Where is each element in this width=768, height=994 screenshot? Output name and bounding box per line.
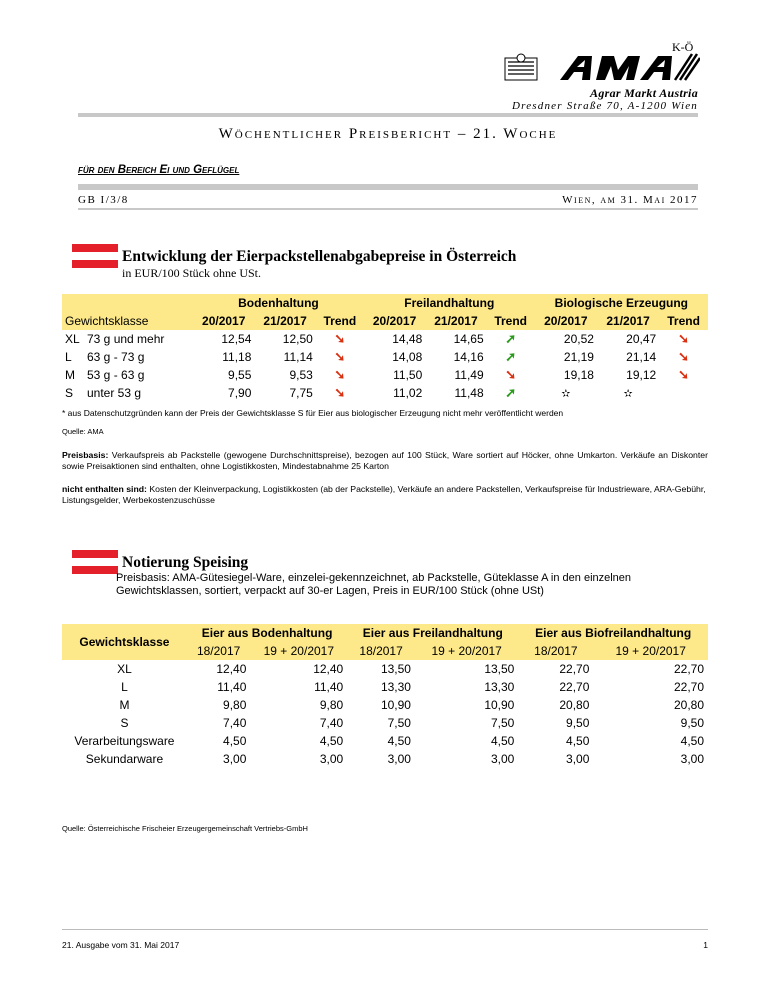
price-cell: 19,18: [563, 368, 594, 382]
price-cell: 3,00: [566, 752, 590, 766]
price-cell: 10,90: [484, 698, 515, 712]
weight-class-cell: Verarbeitungsware: [74, 734, 175, 748]
price-cell: 3,00: [223, 752, 247, 766]
price-cell: 21,19: [563, 350, 594, 364]
column-header: Trend: [494, 314, 527, 328]
weight-class-code: M: [65, 368, 75, 382]
price-cell: 7,40: [319, 716, 344, 730]
column-header: 20/2017: [544, 314, 588, 328]
price-cell: 22,70: [559, 662, 590, 676]
price-cell: 12,54: [221, 332, 252, 346]
page-number: 1: [703, 940, 708, 950]
trend-up-icon: ➚: [505, 331, 517, 346]
price-cell: 4,50: [319, 734, 344, 748]
weight-class-cell: [62, 366, 193, 384]
table-row: [62, 678, 708, 696]
page-subtitle: für den Bereich Ei und Geflügel: [78, 164, 240, 176]
weight-class-cell: Sekundarware: [85, 752, 164, 766]
table-row: [62, 732, 708, 750]
trend-down-icon: ➘: [678, 367, 690, 382]
speising-price-table: [62, 624, 708, 768]
weight-class-cell: [62, 348, 193, 366]
class-header: Gewichtsklasse: [62, 624, 187, 660]
column-header: 21/2017: [606, 314, 650, 328]
table-row: [62, 348, 708, 366]
column-header: Trend: [667, 314, 700, 328]
table-row: [62, 714, 708, 732]
weight-range: unter 53 g: [87, 386, 142, 400]
group-header: Freilandhaltung: [404, 296, 495, 310]
price-cell: 9,53: [289, 368, 313, 382]
price-cell: 3,00: [490, 752, 515, 766]
table-row: [62, 696, 708, 714]
trend-empty: [659, 384, 708, 402]
group-header: Eier aus Biofreilandhaltung: [535, 626, 692, 640]
price-cell: 13,30: [380, 680, 411, 694]
class-header: Gewichtsklasse: [65, 314, 149, 328]
section1-heading: Entwicklung der Eierpackstellenabgabepreise in Österreich: [122, 248, 517, 265]
exclusions-text: Kosten der Kleinverpackung, Logistikkosten (ab der Packstelle), Verkäufe an andere Packstellen, Verkaufspreise für Industrieware, ARA-Gebühr, Listungsgelder, Werbekostenzuschüsse: [62, 484, 706, 505]
price-cell: 9,80: [319, 698, 344, 712]
price-cell: 7,50: [490, 716, 515, 730]
price-cell: 13,50: [484, 662, 515, 676]
price-cell: 9,50: [680, 716, 704, 730]
table-row: [62, 750, 708, 768]
price-cell: 13,50: [380, 662, 411, 676]
ama-wordmark: [560, 54, 700, 80]
divider: [78, 184, 698, 190]
column-header: 21/2017: [263, 314, 307, 328]
trend-down-icon: ➘: [678, 331, 690, 346]
column-header: 18/2017: [534, 644, 578, 658]
price-cell: 4,50: [387, 734, 411, 748]
group-header: Eier aus Bodenhaltung: [201, 626, 333, 640]
ama-logo: [500, 50, 700, 90]
preisbasis-paragraph: [62, 450, 708, 472]
trend-down-icon: ➘: [678, 349, 690, 364]
price-cell: 11,40: [217, 680, 247, 694]
report-date: Wien, am 31. Mai 2017: [562, 194, 698, 206]
table-row: [62, 384, 708, 402]
price-cell: ✫: [561, 387, 571, 400]
price-cell: 13,30: [484, 680, 515, 694]
weight-class-cell: XL: [117, 662, 132, 676]
price-cell: 21,14: [626, 350, 657, 364]
weight-range: 73 g und mehr: [87, 332, 165, 346]
column-header: 20/2017: [202, 314, 246, 328]
report-code: K-Ö: [672, 40, 694, 54]
price-cell: 7,50: [387, 716, 411, 730]
preisbasis-label: Preisbasis:: [62, 450, 109, 460]
price-cell: 9,50: [566, 716, 590, 730]
source-note: Quelle: AMA: [62, 427, 104, 436]
weight-class-code: L: [65, 350, 72, 364]
column-header: 19 + 20/2017: [263, 644, 335, 658]
price-cell: 3,00: [680, 752, 704, 766]
section2-basis: Preisbasis: AMA-Gütesiegel-Ware, einzelei-gekennzeichnet, ab Packstelle, Güteklasse A in den einzelnen Gewichtsklassen, sortiert, verpackt auf 30-er Lagen, Preis in EUR/100 Stück (ohne USt): [116, 572, 632, 597]
weight-class-cell: M: [119, 698, 130, 712]
price-cell: 11,02: [393, 386, 423, 400]
price-cell: 11,18: [222, 350, 252, 364]
group-header: Biologische Erzeugung: [554, 296, 689, 310]
footer-edition: 21. Ausgabe vom 31. Mai 2017: [62, 940, 180, 950]
price-cell: 14,65: [453, 332, 484, 346]
group-header: Bodenhaltung: [238, 296, 319, 310]
price-cell: 11,48: [454, 386, 484, 400]
austria-flag-icon: [72, 244, 118, 268]
price-cell: 7,75: [289, 386, 313, 400]
org-address: Dresdner Straße 70, A-1200 Wien: [512, 100, 698, 112]
weight-class-cell: S: [120, 716, 129, 730]
footer-divider: [62, 929, 708, 930]
price-cell: 9,55: [228, 368, 252, 382]
price-cell: 4,50: [680, 734, 704, 748]
weight-class-cell: [62, 384, 193, 402]
price-cell: 11,50: [393, 368, 423, 382]
price-cell: 22,70: [673, 662, 704, 676]
price-cell: 3,00: [387, 752, 411, 766]
weight-class-cell: L: [121, 680, 128, 694]
price-cell: 10,90: [380, 698, 411, 712]
price-cell: 12,40: [313, 662, 344, 676]
trend-down-icon: ➘: [334, 367, 346, 382]
price-cell: 7,90: [228, 386, 252, 400]
divider: [78, 113, 698, 117]
price-cell: 22,70: [559, 680, 590, 694]
trend-up-icon: ➚: [505, 385, 517, 400]
preisbasis-text: Verkaufspreis ab Packstelle (gewogene Durchschnittspreise), bezogen auf 100 Stück, Ware sortiert auf Höcker, ohne Umkarton. Verkäufe an Diskonter sowie Preisaktionen sind enthalten, ohne Logistikkosten, Mindestabnahme 25 Karton: [62, 450, 708, 471]
price-cell: 4,50: [566, 734, 590, 748]
column-header: 19 + 20/2017: [615, 644, 686, 658]
price-cell: 11,14: [283, 350, 313, 364]
austria-flag-icon: [72, 550, 118, 574]
weight-class-cell: [62, 330, 193, 348]
price-cell: 22,70: [673, 680, 704, 694]
column-header: 18/2017: [196, 644, 241, 658]
section1-subheading: in EUR/100 Stück ohne USt.: [122, 266, 262, 280]
column-header: 20/2017: [372, 314, 417, 328]
org-name: Agrar Markt Austria: [590, 86, 698, 100]
price-cell: 14,16: [453, 350, 484, 364]
price-cell: 14,08: [392, 350, 423, 364]
price-cell: 20,80: [559, 698, 590, 712]
column-header: 21/2017: [434, 314, 478, 328]
trend-up-icon: ➚: [505, 349, 517, 364]
price-cell: 3,00: [319, 752, 344, 766]
table-row: [62, 660, 708, 678]
price-cell: 19,12: [626, 368, 657, 382]
price-cell: ✫: [623, 387, 633, 400]
weight-class-code: XL: [65, 332, 80, 346]
price-cell: 9,80: [223, 698, 247, 712]
price-cell: 12,40: [216, 662, 247, 676]
price-cell: 4,50: [223, 734, 247, 748]
weight-class-code: S: [65, 386, 74, 400]
price-cell: 11,49: [454, 368, 484, 382]
price-cell: 4,50: [490, 734, 515, 748]
price-cell: 20,80: [673, 698, 704, 712]
column-header: 18/2017: [359, 644, 403, 658]
page-title: Wöchentlicher Preisbericht – 21. Woche: [218, 126, 558, 142]
weight-range: 63 g - 73 g: [87, 350, 145, 364]
source-note: Quelle: Österreichische Frischeier Erzeugergemeinschaft Vertriebs-GmbH: [62, 824, 308, 833]
price-cell: 20,47: [626, 332, 657, 346]
packstellen-price-table: [62, 294, 708, 402]
price-cell: 14,48: [392, 332, 423, 346]
price-cell: 12,50: [282, 332, 313, 346]
gb-reference: GB I/3/8: [78, 194, 129, 206]
austria-eagle-icon: [505, 54, 537, 80]
section2-heading: Notierung Speising: [122, 554, 249, 571]
weight-range: 53 g - 63 g: [87, 368, 145, 382]
group-header: Eier aus Freilandhaltung: [362, 626, 503, 640]
table-row: [62, 366, 708, 384]
column-header: Trend: [323, 314, 357, 328]
table-row: [62, 330, 708, 348]
price-cell: 11,40: [314, 680, 344, 694]
price-cell: 7,40: [223, 716, 247, 730]
price-cell: 20,52: [563, 332, 594, 346]
column-header: 19 + 20/2017: [431, 644, 502, 658]
trend-down-icon: ➘: [334, 331, 346, 346]
exclusions-paragraph: [62, 484, 708, 506]
trend-down-icon: ➘: [505, 367, 517, 382]
trend-down-icon: ➘: [334, 385, 346, 400]
trend-down-icon: ➘: [334, 349, 346, 364]
exclusions-label: nicht enthalten sind:: [62, 484, 147, 494]
footnote: * aus Datenschutzgründen kann der Preis der Gewichtsklasse S für Eier aus biologischer Erzeugung nicht mehr veröffentlicht werden: [62, 408, 564, 418]
divider: [78, 208, 698, 210]
